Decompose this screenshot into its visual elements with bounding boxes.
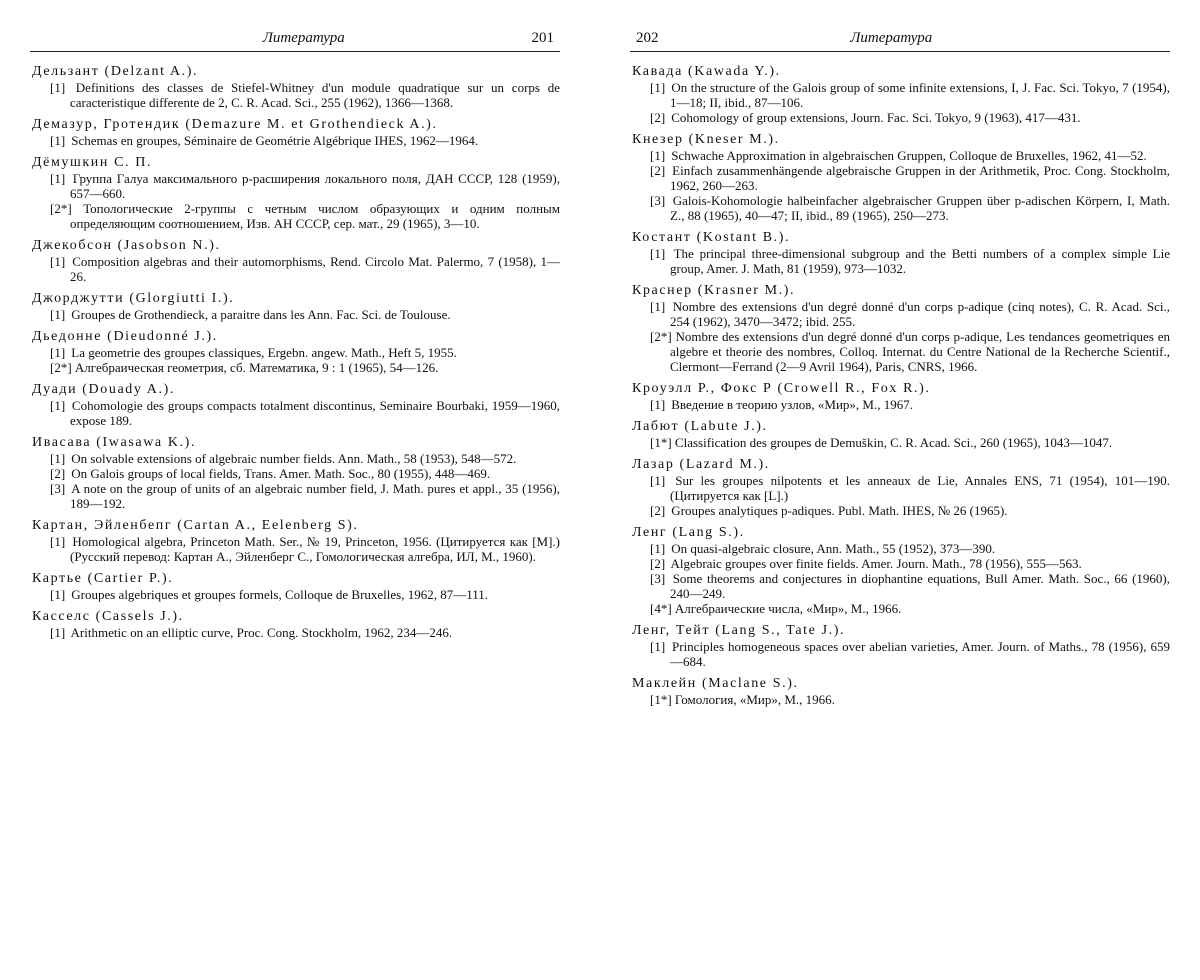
- right-page: [630, 30, 1170, 714]
- reference-number: [1]: [50, 80, 66, 95]
- reference-text: Definitions des classes de Stiefel-Whitney d'un module quadratique sur un corps de caracteristique differente de 2, C. R. Acad. Sci., 255 (1962), 1366—1368.: [70, 80, 561, 110]
- bibliography-entry: [630, 457, 1170, 518]
- bibliography-entry: [30, 609, 560, 640]
- bibliography-entry: [630, 381, 1170, 412]
- reference-text: Топологические 2-группы с четным числом образующих и одним полным определяющим соотношением, Изв. АН СССР, сер. мат., 29 (1965), 3—10.: [70, 201, 560, 231]
- entry-author: Костант (Kostant B.).: [632, 230, 791, 245]
- reference-number: [1]: [50, 398, 66, 413]
- reference-text: Groupes algebriques et groupes formels, Colloque de Bruxelles, 1962, 87—111.: [71, 587, 489, 602]
- reference-number: [1]: [650, 148, 666, 163]
- reference-item: [630, 639, 1170, 669]
- entry-author: Дьедонне (Dieudonné J.).: [32, 329, 218, 344]
- reference-number: [2*]: [50, 201, 72, 216]
- entry-author: Касселс (Cassels J.).: [32, 609, 184, 624]
- entry-author: Кавада (Kawada Y.).: [632, 64, 781, 79]
- reference-item: [30, 133, 560, 148]
- reference-item: [630, 692, 1170, 707]
- reference-number: [1]: [50, 345, 66, 360]
- bibliography-entry: [30, 382, 560, 428]
- reference-number: [1]: [50, 625, 66, 640]
- left-running-head: [30, 30, 560, 52]
- reference-number: [1]: [50, 451, 66, 466]
- right-section-title: Литература: [850, 30, 933, 46]
- entry-author: Дуади (Douady A.).: [32, 382, 175, 397]
- right-running-head: [630, 30, 1170, 52]
- reference-number: [1]: [50, 254, 66, 269]
- reference-number: [1]: [50, 534, 66, 549]
- reference-number: [1]: [650, 246, 666, 261]
- reference-number: [1]: [650, 639, 666, 654]
- reference-item: [30, 398, 560, 428]
- reference-number: [1]: [50, 133, 66, 148]
- reference-number: [2]: [650, 503, 666, 518]
- entry-author: Кнезер (Kneser M.).: [632, 132, 780, 147]
- reference-number: [1]: [50, 171, 66, 186]
- reference-text: Алгебраические числа, «Мир», М., 1966.: [674, 601, 902, 616]
- reference-item: [630, 601, 1170, 616]
- reference-item: [630, 110, 1170, 125]
- entry-author: Кроуэлл Р., Фокс Р (Crowell R., Fox R.).: [632, 381, 931, 396]
- reference-item: [30, 587, 560, 602]
- reference-text: On Galois groups of local fields, Trans. Amer. Math. Soc., 80 (1955), 448—469.: [71, 466, 491, 481]
- reference-item: [630, 571, 1170, 601]
- bibliography-entry: [630, 525, 1170, 616]
- reference-number: [2*]: [50, 360, 72, 375]
- reference-text: Алгебраическая геометрия, сб. Математика, 9 : 1 (1965), 54—126.: [74, 360, 439, 375]
- reference-number: [1]: [650, 397, 666, 412]
- reference-item: [30, 534, 560, 564]
- bibliography-entry: [630, 283, 1170, 374]
- reference-number: [4*]: [650, 601, 672, 616]
- left-bibliography-list: [30, 64, 560, 640]
- entry-author: Картан, Эйленбепг (Cartan A., Eelenberg S).: [32, 518, 359, 533]
- left-page-number: 201: [531, 30, 554, 46]
- entry-author: Джорджутти (Glorgiutti I.).: [32, 291, 235, 306]
- bibliography-entry: [30, 117, 560, 148]
- reference-number: [2]: [650, 163, 666, 178]
- reference-item: [30, 345, 560, 360]
- reference-number: [2]: [650, 556, 666, 571]
- entry-author: Краснер (Krasner M.).: [632, 283, 796, 298]
- reference-text: Введение в теорию узлов, «Мир», М., 1967.: [671, 397, 913, 412]
- bibliography-entry: [630, 132, 1170, 223]
- reference-number: [2]: [650, 110, 666, 125]
- reference-number: [1*]: [650, 435, 672, 450]
- entry-author: Картье (Cartier P.).: [32, 571, 174, 586]
- bibliography-entry: [30, 64, 560, 110]
- reference-text: Группа Галуа максимального p-расширения локального поля, ДАН СССР, 128 (1959), 657—660.: [70, 171, 560, 201]
- reference-item: [630, 246, 1170, 276]
- bibliography-entry: [30, 238, 560, 284]
- reference-text: Classification des groupes de Demuškin, C. R. Acad. Sci., 260 (1965), 1043—1047.: [674, 435, 1113, 450]
- entry-author: Лабют (Labute J.).: [632, 419, 768, 434]
- reference-number: [1]: [650, 541, 666, 556]
- reference-text: On quasi-algebraic closure, Ann. Math., 55 (1952), 373—390.: [671, 541, 996, 556]
- reference-number: [1]: [650, 299, 666, 314]
- reference-item: [630, 473, 1170, 503]
- reference-text: La geometrie des groupes classiques, Ergebn. angew. Math., Heft 5, 1955.: [71, 345, 457, 360]
- bibliography-entry: [630, 676, 1170, 707]
- reference-text: Algebraic groupes over finite fields. Amer. Journ. Math., 78 (1956), 555—563.: [670, 556, 1082, 571]
- reference-item: [630, 299, 1170, 329]
- reference-number: [1]: [50, 307, 66, 322]
- reference-text: On the structure of the Galois group of some infinite extensions, I, J. Fac. Sci. Tokyo, 7 (1954), 1—18; II, ibid., 87—106.: [670, 80, 1170, 110]
- bibliography-entry: [30, 329, 560, 375]
- reference-item: [30, 625, 560, 640]
- reference-item: [30, 80, 560, 110]
- reference-text: Nombre des extensions d'un degré donné d'un corps p-adique (cinq notes), C. R. Acad. Sci., 254 (1962), 3470—3472; ibid. 255.: [670, 299, 1171, 329]
- reference-text: Гомология, «Мир», М., 1966.: [674, 692, 835, 707]
- entry-author: Джекобсон (Jasobson N.).: [32, 238, 221, 253]
- reference-text: Einfach zusammenhängende algebraische Gruppen in der Arithmetik, Proc. Cong. Stockholm, 1962, 260—263.: [670, 163, 1170, 193]
- reference-item: [30, 201, 560, 231]
- reference-item: [630, 193, 1170, 223]
- entry-author: Лазар (Lazard M.).: [632, 457, 770, 472]
- entry-author: Маклейн (Maclane S.).: [632, 676, 799, 691]
- reference-item: [30, 254, 560, 284]
- reference-item: [30, 171, 560, 201]
- reference-item: [630, 541, 1170, 556]
- reference-text: Cohomology of group extensions, Journ. Fac. Sci. Tokyo, 9 (1963), 417—431.: [671, 110, 1081, 125]
- reference-text: Nombre des extensions d'un degré donné d'un corps p-adique, Les tendances geometriques en algebre et theorie des nombres, Colloq. Internat. du Centre National de la Recherche Scientif., Clermont—Ferrand (2—9 Avril 1964), Paris, CNRS, 1966.: [670, 329, 1170, 374]
- reference-number: [3]: [650, 571, 666, 586]
- reference-text: Arithmetic on an elliptic curve, Proc. Cong. Stockholm, 1962, 234—246.: [70, 625, 453, 640]
- entry-author: Дёмушкин С. П.: [32, 155, 153, 170]
- reference-text: Galois-Kohomologie halbeinfacher algebraischer Gruppen über p-adischen Körpern, I, Math. Z., 88 (1965), 40—47; II, ibid., 89 (1965), 250—273.: [670, 193, 1170, 223]
- reference-item: [630, 397, 1170, 412]
- reference-item: [630, 556, 1170, 571]
- entry-author: Дельзант (Delzant A.).: [32, 64, 199, 79]
- reference-item: [30, 307, 560, 322]
- reference-item: [30, 451, 560, 466]
- reference-number: [3]: [650, 193, 666, 208]
- left-page: [30, 30, 560, 647]
- entry-author: Ленг, Тейт (Lang S., Tate J.).: [632, 623, 846, 638]
- reference-text: On solvable extensions of algebraic number fields. Ann. Math., 58 (1953), 548—572.: [71, 451, 517, 466]
- bibliography-entry: [630, 230, 1170, 276]
- reference-number: [2*]: [650, 329, 672, 344]
- reference-text: Cohomologie des groups compacts totalment discontinus, Seminaire Bourbaki, 1959—1960, expose 189.: [70, 398, 561, 428]
- reference-number: [1]: [650, 80, 666, 95]
- reference-text: Sur les groupes nilpotents et les anneaux de Lie, Annales ENS, 71 (1954), 101—190. (Цитируется как [L].): [670, 473, 1170, 503]
- right-page-number: 202: [636, 30, 659, 46]
- reference-item: [30, 466, 560, 481]
- reference-item: [630, 329, 1170, 374]
- reference-number: [1]: [650, 473, 666, 488]
- left-section-title: Литература: [262, 30, 345, 46]
- entry-author: Ленг (Lang S.).: [632, 525, 745, 540]
- right-bibliography-list: [630, 64, 1170, 707]
- reference-text: Groupes de Grothendieck, a paraitre dans les Ann. Fac. Sci. de Toulouse.: [71, 307, 451, 322]
- bibliography-entry: [30, 435, 560, 511]
- reference-item: [630, 80, 1170, 110]
- reference-number: [1*]: [650, 692, 672, 707]
- reference-number: [2]: [50, 466, 66, 481]
- bibliography-entry: [630, 419, 1170, 450]
- entry-author: Ивасава (Iwasawa K.).: [32, 435, 196, 450]
- entry-author: Демазур, Гротендик (Demazure M. et Grothendieck A.).: [32, 117, 438, 132]
- reference-item: [30, 360, 560, 375]
- reference-text: Composition algebras and their automorphisms, Rend. Circolo Mat. Palermo, 7 (1958), 1—26.: [70, 254, 560, 284]
- reference-item: [630, 148, 1170, 163]
- bibliography-entry: [630, 64, 1170, 125]
- reference-text: Homological algebra, Princeton Math. Ser., № 19, Princeton, 1956. (Цитируется как [M].) (Русский перевод: Картан А., Эйленберг С., Гомологическая алгебра, ИЛ, М., 1960).: [70, 534, 561, 564]
- reference-item: [630, 163, 1170, 193]
- reference-text: Groupes analytiques p-adiques. Publ. Math. IHES, № 26 (1965).: [671, 503, 1008, 518]
- bibliography-entry: [30, 518, 560, 564]
- bibliography-entry: [30, 155, 560, 231]
- reference-text: Schwache Approximation in algebraischen Gruppen, Colloque de Bruxelles, 1962, 41—52.: [671, 148, 1147, 163]
- reference-item: [630, 435, 1170, 450]
- reference-number: [3]: [50, 481, 66, 496]
- reference-text: A note on the group of units of an algebraic number field, J. Math. pures et appl., 35 (1956), 189—192.: [70, 481, 560, 511]
- bibliography-entry: [630, 623, 1170, 669]
- bibliography-entry: [30, 571, 560, 602]
- reference-text: The principal three-dimensional subgroup and the Betti numbers of a complex simple Lie group, Amer. J. Math, 81 (1959), 973—1032.: [670, 246, 1170, 276]
- reference-text: Principles homogeneous spaces over abelian varieties, Amer. Journ. of Maths., 78 (1956), 659—684.: [670, 639, 1170, 669]
- bibliography-entry: [30, 291, 560, 322]
- reference-item: [630, 503, 1170, 518]
- reference-text: Schemas en groupes, Séminaire de Geométrie Algébrique IHES, 1962—1964.: [71, 133, 479, 148]
- reference-number: [1]: [50, 587, 66, 602]
- reference-item: [30, 481, 560, 511]
- reference-text: Some theorems and conjectures in diophantine equations, Bull Amer. Math. Soc., 66 (1960), 240—249.: [670, 571, 1171, 601]
